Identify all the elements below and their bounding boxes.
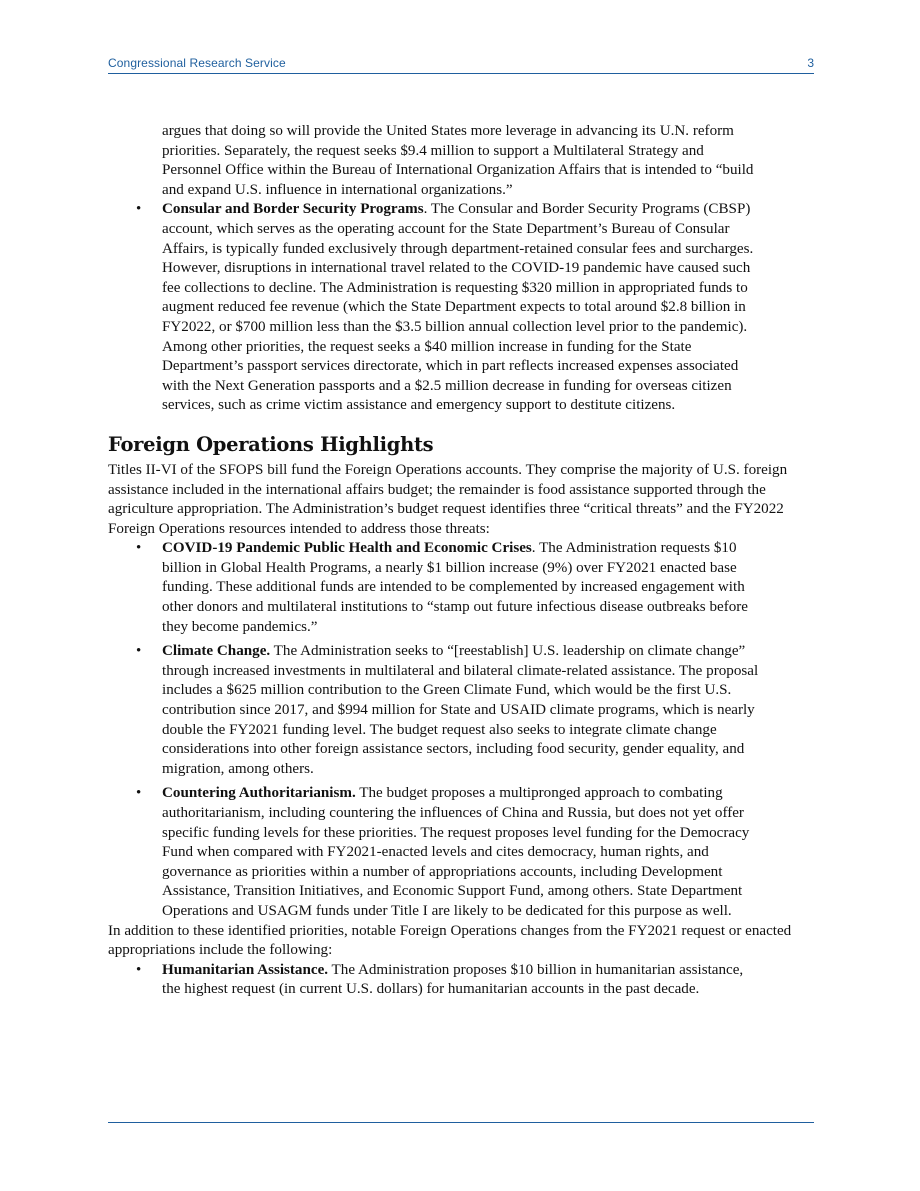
list-item bbox=[108, 642, 762, 779]
page-header bbox=[108, 56, 814, 74]
bullet-list bbox=[108, 200, 814, 416]
list-item bbox=[108, 539, 762, 637]
bullet-icon: • bbox=[136, 540, 142, 557]
bullet-lead: Climate Change. bbox=[162, 643, 271, 660]
bullet-icon: • bbox=[136, 961, 142, 978]
header-rule bbox=[108, 73, 814, 74]
bullet-lead: Humanitarian Assistance. bbox=[162, 961, 329, 978]
changes-paragraph: In addition to these identified priorities, notable Foreign Operations changes from the FY2021 request or enacted appropriations include the following: bbox=[108, 922, 792, 959]
bullet-text: The Administration proposes $10 billion in humanitarian assistance, the highest request (in current U.S. dollars) for humanitarian accounts in the past decade. bbox=[162, 961, 744, 998]
changes-list bbox=[108, 961, 814, 1000]
bullet-icon: • bbox=[136, 643, 142, 660]
bullet-lead: COVID-19 Pandemic Public Health and Economic Crises bbox=[162, 540, 532, 557]
bullet-text: The budget proposes a multipronged approach to combating authoritarianism, including countering the influences of China and Russia, but does not yet offer specific funding levels for these priorities. The request proposes level funding for the Democracy Fund when compared with FY2021-enacted levels and cites democracy, human rights, and governance as priorities within a number of appropriations accounts, including Development Assistance, Transition Initiatives, and Economic Support Fund, among others. State Department Operations and USAGM funds under Title I are likely to be dedicated for this purpose as well. bbox=[162, 785, 750, 919]
bullet-text: . The Consular and Border Security Programs (CBSP) account, which serves as the operating account for the State Department’s Bureau of Consular Affairs, is typically funded exclusively through department-retained consular fees and surcharges. However, disruptions in international travel related to the COVID-19 pandemic have caused such fee collections to decline. The Administration is requesting $320 million in appropriated funds to augment reduced fee revenue (which the State Department expects to total around $2.8 billion in FY2022, or $700 million less than the $3.5 billion annual collection level prior to the pandemic). Among other priorities, the request seeks a $40 million increase in funding for the State Department’s passport services directorate, which in part reflects increased expenses associated with the Next Generation passports and a $2.5 million decrease in funding for overseas citizen services, such as crime victim assistance and emergency support to destitute citizens. bbox=[162, 201, 754, 414]
page-content bbox=[108, 122, 814, 1000]
footer-rule bbox=[108, 1122, 814, 1123]
header-org: Congressional Research Service bbox=[108, 56, 286, 70]
bullet-lead: Countering Authoritarianism. bbox=[162, 785, 356, 802]
section-heading: Foreign Operations Highlights bbox=[108, 432, 434, 456]
bullet-icon: • bbox=[136, 785, 142, 802]
list-item bbox=[108, 200, 762, 416]
intro-paragraph: Titles II-VI of the SFOPS bill fund the Foreign Operations accounts. They comprise the majority of U.S. foreign assistance included in the international affairs budget; the remainder is food assistance supported through the agriculture appropriation. The Administration’s budget request identifies three “critical threats” and the FY2022 Foreign Operations resources intended to address those threats: bbox=[108, 461, 788, 537]
bullet-text: . The Administration requests $10 billion in Global Health Programs, a nearly $1 billion increase (9%) over FY2021 enacted base funding. These additional funds are intended to be complemented by increased engagement with other donors and multilateral institutions to “stamp out future infectious disease outbreaks before they become pandemics.” bbox=[162, 540, 748, 635]
list-item bbox=[108, 961, 762, 1000]
threats-list bbox=[108, 539, 814, 921]
bullet-lead: Consular and Border Security Programs bbox=[162, 201, 424, 218]
bullet-icon: • bbox=[136, 201, 142, 218]
continuation-paragraph: argues that doing so will provide the United States more leverage in advancing its U.N. reform priorities. Separately, the request seeks $9.4 million to support a Multilateral Strategy and Personnel Office within the Bureau of International Organization Affairs that is intended to “build and expand U.S. influence in international organizations.” bbox=[162, 123, 754, 198]
bullet-text: The Administration seeks to “[reestablish] U.S. leadership on climate change” through increased investments in multilateral and bilateral climate-related assistance. The proposal includes a $625 million contribution to the Green Climate Fund, which would be the first U.S. contribution since 2017, and $994 million for State and USAID climate programs, which is nearly double the FY2021 funding level. The budget request also seeks to integrate climate change considerations into other foreign assistance sectors, including food security, gender equality, and migration, among others. bbox=[162, 643, 759, 777]
page-number: 3 bbox=[807, 56, 814, 70]
list-item bbox=[108, 784, 762, 921]
